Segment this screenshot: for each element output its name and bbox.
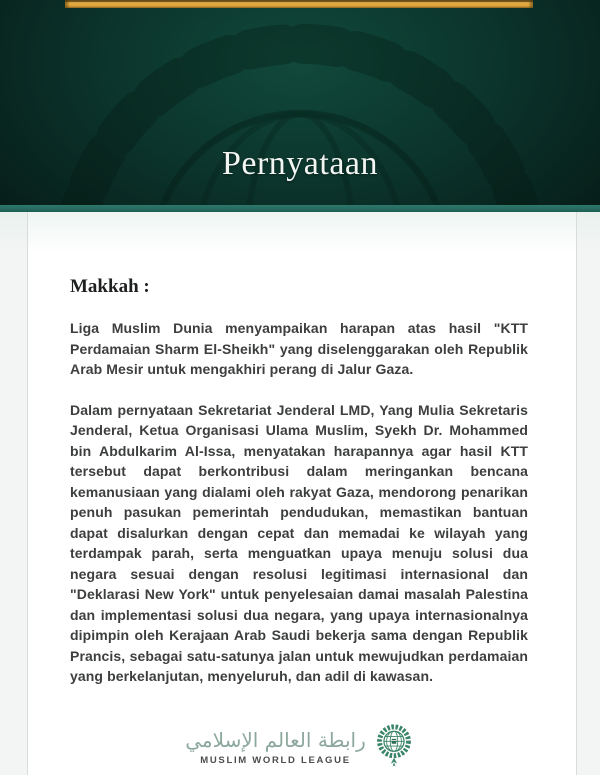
mwl-emblem-icon [375, 723, 413, 771]
mwl-logo-text [185, 728, 365, 766]
gold-accent-bar [65, 0, 533, 8]
mwl-logo [70, 723, 528, 771]
statement-card [27, 212, 577, 775]
mwl-arabic-name: رابطة العالم الإسلامي [185, 727, 366, 752]
right-gutter [577, 212, 600, 775]
location-label: Makkah : [70, 276, 150, 297]
statement-paragraph-1: Liga Muslim Dunia menyampaikan harapan atas hasil "KTT Perdamaian Sharm El-Sheikh" yang diselenggarakan oleh Republik Arab Mesir untuk mengakhiri perang di Jalur Gaza. [70, 320, 528, 377]
mwl-english-name: MUSLIM WORLD LEAGUE [200, 754, 351, 766]
teal-divider [0, 205, 600, 212]
left-gutter [0, 212, 27, 775]
content-area [0, 212, 600, 775]
page-title: Pernyataan [221, 145, 379, 182]
header-banner [0, 0, 600, 205]
statement-paragraph-2: Dalam pernyataan Sekretariat Jenderal LMD, Yang Mulia Sekretaris Jenderal, Ketua Organisasi Ulama Muslim, Syekh Dr. Mohammed bin Abdulkarim Al-Issa, menyatakan harapannya agar hasil KTT tersebut dapat berkontribusi dalam meringankan bencana kemanusiaan yang dialami oleh rakyat Gaza, mendorong penarikan penuh pasukan pemerintah pendudukan, memastikan bantuan dapat disalurkan dengan cepat dan memadai ke wilayah yang terdampak parah, serta menguatkan upaya menuju solusi dua negara sesuai dengan resolusi legitimasi internasional dan "Deklarasi New York" untuk penyelesaian damai masalah Palestina dan implementasi solusi dua negara, yang upaya internasionalnya dipimpin oleh Kerajaan Arab Saudi bekerja sama dengan Republik Prancis, sebagai satu-satunya jalan untuk mewujudkan perdamaian yang berkelanjutan, menyeluruh, dan adil di kawasan. [70, 401, 528, 684]
